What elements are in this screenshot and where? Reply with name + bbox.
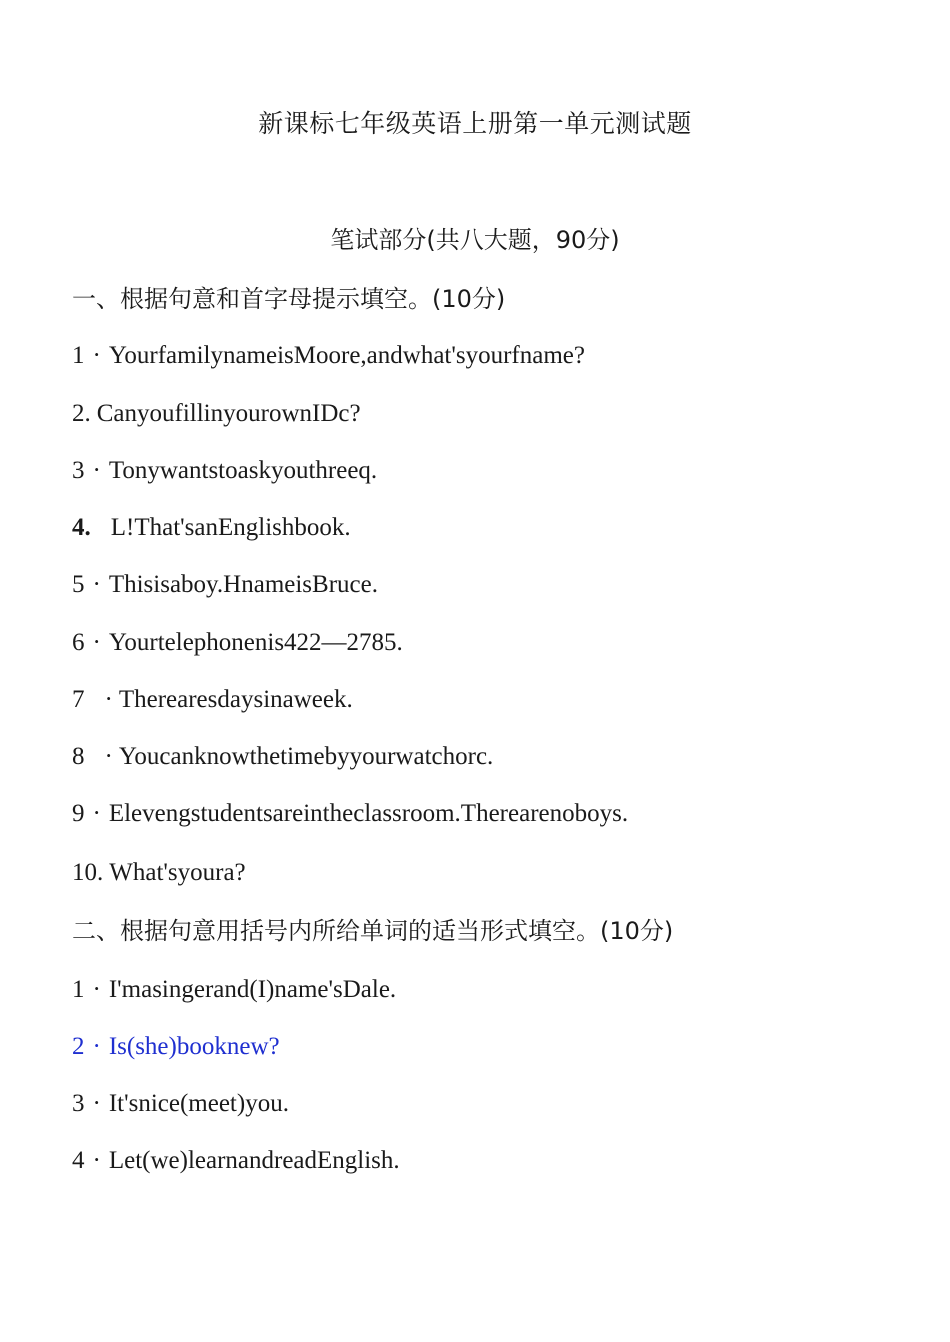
question-text: Youcanknowthetimebyyourwatchorc. <box>118 743 494 770</box>
question-number: 3 <box>72 1090 85 1117</box>
question-item <box>72 796 628 832</box>
question-text: L!That'sanEnglishbook. <box>110 514 351 541</box>
question-number: 4. <box>72 514 91 541</box>
question-number: 7 <box>72 686 85 713</box>
question-number: 3 <box>72 457 85 484</box>
question-text: Therearesdaysinaweek. <box>118 686 353 713</box>
question-text: Let(we)learnandreadEnglish. <box>108 1147 400 1174</box>
question-separator: · <box>92 629 101 656</box>
question-item <box>72 739 493 775</box>
question-number: 1 <box>72 342 85 369</box>
question-separator: · <box>92 800 101 827</box>
question-number: 1 <box>72 976 85 1003</box>
question-separator: · <box>104 743 113 770</box>
question-text: What'syoura? <box>109 859 246 886</box>
question-text: I'masingerand(I)name'sDale. <box>108 976 397 1003</box>
question-item-highlighted <box>72 1029 280 1065</box>
page-title: 新课标七年级英语上册第一单元测试题 <box>258 109 692 138</box>
section-1-heading: 一、根据句意和首字母提示填空。(10分) <box>72 285 506 313</box>
question-text: YourfamilynameisMoore,andwhat'syourfname? <box>108 342 585 369</box>
question-number: 2 <box>72 1033 85 1060</box>
section-2-heading: 二、根据句意用括号内所给单词的适当形式填空。(10分) <box>72 917 674 945</box>
question-separator: · <box>92 1147 101 1174</box>
question-number: 4 <box>72 1147 85 1174</box>
question-item <box>72 1143 400 1179</box>
question-item <box>72 855 246 891</box>
question-separator: · <box>92 976 101 1003</box>
question-separator: · <box>92 571 101 598</box>
question-item <box>72 567 378 603</box>
question-number: 6 <box>72 629 85 656</box>
question-text: Thisisaboy.HnameisBruce. <box>108 571 378 598</box>
question-item <box>72 396 361 432</box>
question-item <box>72 338 585 374</box>
question-item <box>72 510 351 546</box>
question-text: It'snice(meet)you. <box>108 1090 289 1117</box>
question-item <box>72 972 396 1008</box>
question-item <box>72 453 377 489</box>
question-text: Tonywantstoaskyouthreeq. <box>108 457 378 484</box>
question-separator: · <box>92 1090 101 1117</box>
question-text: Is(she)booknew? <box>108 1033 280 1060</box>
question-number: 2. <box>72 400 91 427</box>
question-text: Elevengstudentsareintheclassroom.Therearenoboys. <box>108 800 629 827</box>
question-text: Yourtelephonenis422—2785. <box>108 629 403 656</box>
question-separator: · <box>92 342 101 369</box>
question-item <box>72 1086 289 1122</box>
question-number: 10. <box>72 859 104 886</box>
question-text: CanyoufillinyourownIDc? <box>96 400 361 427</box>
question-item <box>72 682 353 718</box>
question-number: 8 <box>72 743 85 770</box>
question-separator: · <box>92 1033 101 1060</box>
question-number: 5 <box>72 571 85 598</box>
question-separator: · <box>92 457 101 484</box>
question-item <box>72 625 403 661</box>
question-separator: · <box>104 686 113 713</box>
section-subtitle: 笔试部分(共八大题，90分) <box>330 226 620 254</box>
question-number: 9 <box>72 800 85 827</box>
